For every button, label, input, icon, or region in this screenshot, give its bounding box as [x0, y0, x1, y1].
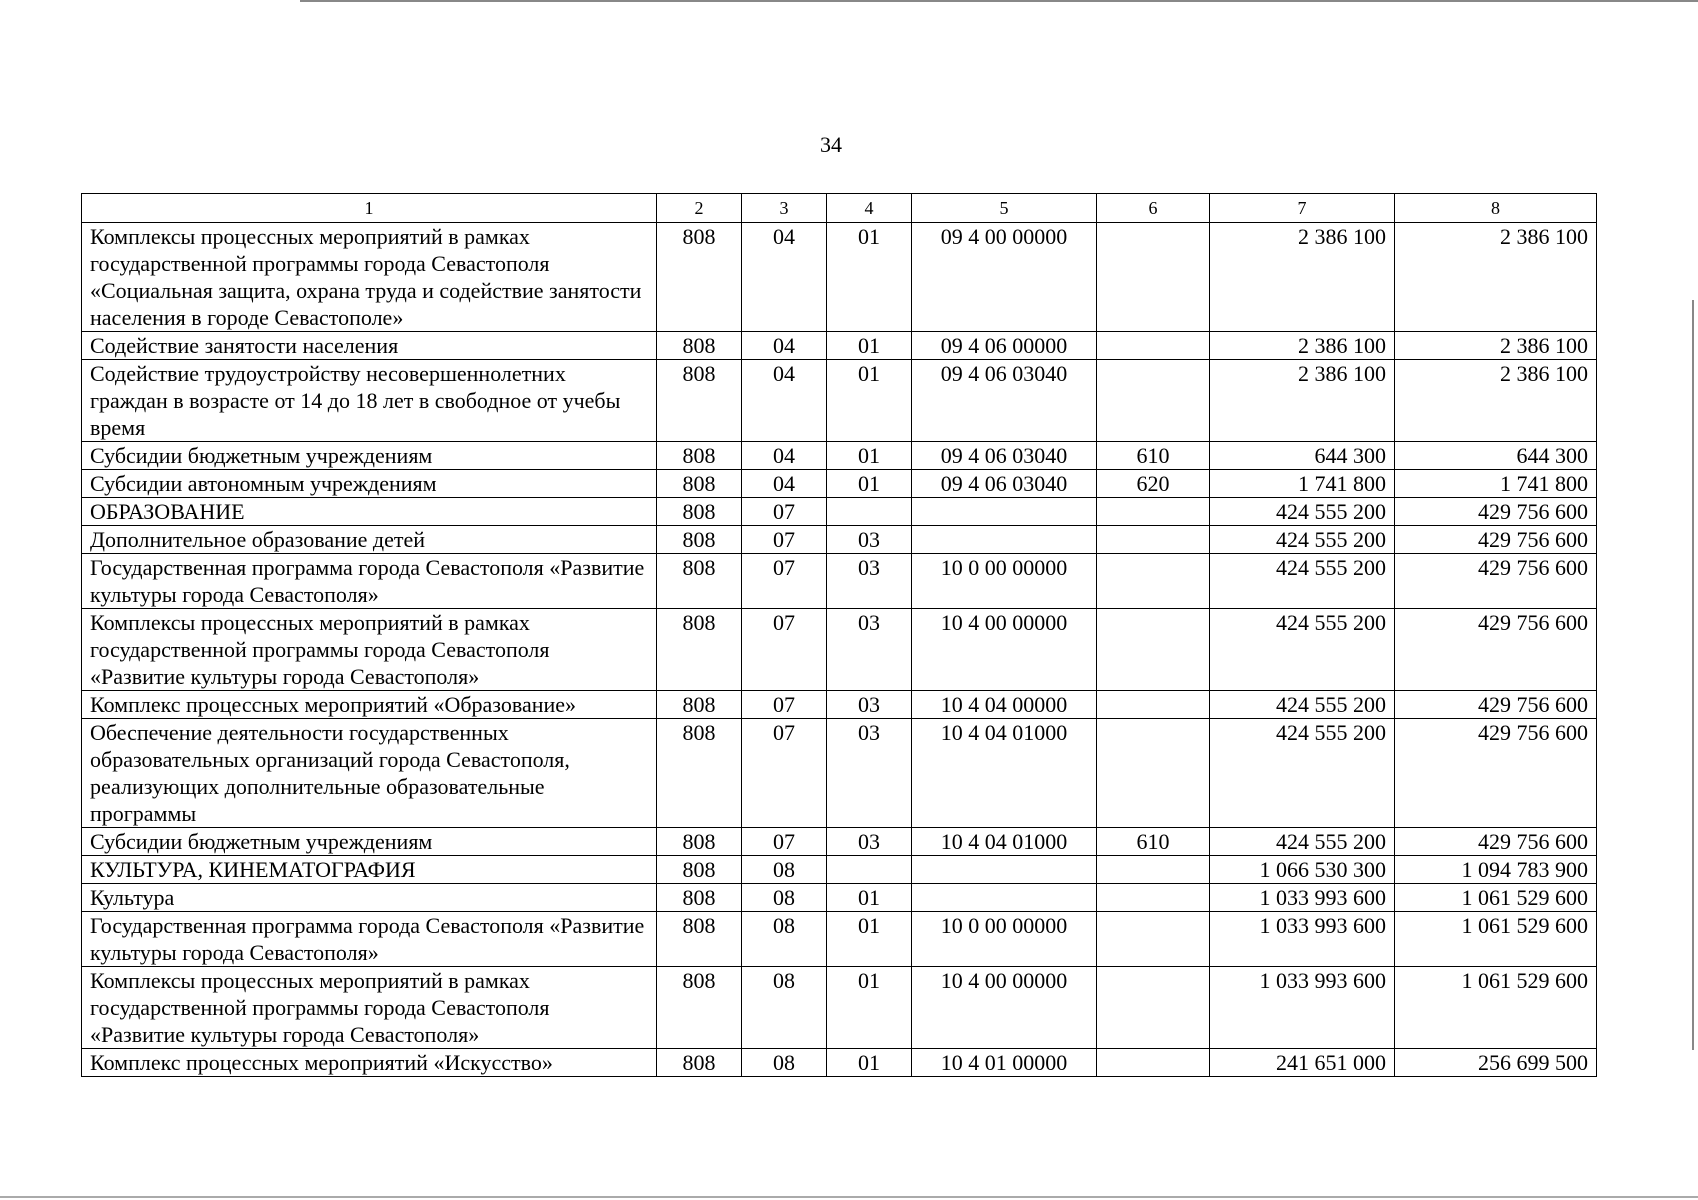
table-row: [82, 223, 1597, 332]
subsection-code-cell: 03: [827, 828, 912, 856]
amount-year-1-cell: 424 555 200: [1210, 526, 1395, 554]
row-name-cell: КУЛЬТУРА, КИНЕМАТОГРАФИЯ: [82, 856, 657, 884]
table-row: [82, 912, 1597, 967]
amount-year-1-cell: 1 741 800: [1210, 470, 1395, 498]
ministry-code-cell: 808: [657, 719, 742, 828]
row-name-cell: Комплексы процессных мероприятий в рамках государственной программы города Севастополя «Развитие культуры города Севастополя»: [82, 609, 657, 691]
section-code-cell: 07: [742, 526, 827, 554]
amount-year-1-cell: 424 555 200: [1210, 554, 1395, 609]
column-header-1: 1: [82, 194, 657, 223]
expense-type-code-cell: 610: [1097, 828, 1210, 856]
row-name-cell: Субсидии бюджетным учреждениям: [82, 442, 657, 470]
ministry-code-cell: 808: [657, 360, 742, 442]
subsection-code-cell: 01: [827, 912, 912, 967]
amount-year-1-cell: 2 386 100: [1210, 332, 1395, 360]
subsection-code-cell: 03: [827, 719, 912, 828]
target-article-code-cell: 09 4 06 00000: [912, 332, 1097, 360]
table-row: [82, 691, 1597, 719]
expense-type-code-cell: [1097, 719, 1210, 828]
table-row: [82, 719, 1597, 828]
expense-type-code-cell: [1097, 856, 1210, 884]
ministry-code-cell: 808: [657, 332, 742, 360]
section-code-cell: 07: [742, 498, 827, 526]
scan-edge-right: [1692, 300, 1694, 1050]
subsection-code-cell: 01: [827, 223, 912, 332]
row-name-cell: Комплекс процессных мероприятий «Образование»: [82, 691, 657, 719]
column-header-8: 8: [1395, 194, 1597, 223]
page-number: 34: [820, 132, 842, 157]
section-code-cell: 07: [742, 609, 827, 691]
ministry-code-cell: 808: [657, 967, 742, 1049]
ministry-code-cell: 808: [657, 498, 742, 526]
ministry-code-cell: 808: [657, 828, 742, 856]
table-row: [82, 360, 1597, 442]
row-name-cell: Содействие трудоустройству несовершеннолетних граждан в возрасте от 14 до 18 лет в свободное от учебы время: [82, 360, 657, 442]
subsection-code-cell: 01: [827, 360, 912, 442]
target-article-code-cell: 10 4 01 00000: [912, 1049, 1097, 1077]
table-row: [82, 470, 1597, 498]
target-article-code-cell: 09 4 06 03040: [912, 442, 1097, 470]
row-name-cell: ОБРАЗОВАНИЕ: [82, 498, 657, 526]
target-article-code-cell: 09 4 06 03040: [912, 360, 1097, 442]
amount-year-2-cell: 256 699 500: [1395, 1049, 1597, 1077]
column-header-6: 6: [1097, 194, 1210, 223]
amount-year-2-cell: 1 094 783 900: [1395, 856, 1597, 884]
section-code-cell: 08: [742, 856, 827, 884]
scan-edge-bottom: [0, 1196, 1698, 1198]
ministry-code-cell: 808: [657, 554, 742, 609]
amount-year-2-cell: 429 756 600: [1395, 498, 1597, 526]
amount-year-2-cell: 1 061 529 600: [1395, 912, 1597, 967]
expense-type-code-cell: [1097, 498, 1210, 526]
ministry-code-cell: 808: [657, 442, 742, 470]
row-name-cell: Дополнительное образование детей: [82, 526, 657, 554]
subsection-code-cell: 01: [827, 884, 912, 912]
expense-type-code-cell: [1097, 691, 1210, 719]
subsection-code-cell: 01: [827, 442, 912, 470]
row-name-cell: Субсидии бюджетным учреждениям: [82, 828, 657, 856]
amount-year-2-cell: 429 756 600: [1395, 719, 1597, 828]
expense-type-code-cell: 610: [1097, 442, 1210, 470]
amount-year-2-cell: 1 061 529 600: [1395, 967, 1597, 1049]
amount-year-1-cell: 1 033 993 600: [1210, 967, 1395, 1049]
target-article-code-cell: 09 4 00 00000: [912, 223, 1097, 332]
table-row: [82, 884, 1597, 912]
table-row: [82, 498, 1597, 526]
section-code-cell: 07: [742, 554, 827, 609]
table-body: [82, 223, 1597, 1077]
row-name-cell: Государственная программа города Севастополя «Развитие культуры города Севастополя»: [82, 912, 657, 967]
amount-year-1-cell: 424 555 200: [1210, 498, 1395, 526]
ministry-code-cell: 808: [657, 691, 742, 719]
row-name-cell: Субсидии автономным учреждениям: [82, 470, 657, 498]
subsection-code-cell: 03: [827, 526, 912, 554]
row-name-cell: Комплексы процессных мероприятий в рамках государственной программы города Севастополя «Развитие культуры города Севастополя»: [82, 967, 657, 1049]
row-name-cell: Содействие занятости населения: [82, 332, 657, 360]
target-article-code-cell: 10 4 04 01000: [912, 828, 1097, 856]
row-name-cell: Культура: [82, 884, 657, 912]
table-row: [82, 526, 1597, 554]
section-code-cell: 08: [742, 1049, 827, 1077]
table-row: [82, 332, 1597, 360]
expense-type-code-cell: 620: [1097, 470, 1210, 498]
subsection-code-cell: 03: [827, 609, 912, 691]
expense-type-code-cell: [1097, 884, 1210, 912]
section-code-cell: 07: [742, 719, 827, 828]
row-name-cell: Комплексы процессных мероприятий в рамках государственной программы города Севастополя «Социальная защита, охрана труда и содействие занятости населения в городе Севастополе»: [82, 223, 657, 332]
amount-year-2-cell: 2 386 100: [1395, 360, 1597, 442]
amount-year-1-cell: 424 555 200: [1210, 719, 1395, 828]
expense-type-code-cell: [1097, 526, 1210, 554]
subsection-code-cell: 03: [827, 554, 912, 609]
target-article-code-cell: 10 4 04 00000: [912, 691, 1097, 719]
table-row: [82, 1049, 1597, 1077]
target-article-code-cell: 10 4 04 01000: [912, 719, 1097, 828]
amount-year-1-cell: 424 555 200: [1210, 828, 1395, 856]
column-header-7: 7: [1210, 194, 1395, 223]
section-code-cell: 08: [742, 967, 827, 1049]
table-row: [82, 967, 1597, 1049]
subsection-code-cell: 03: [827, 691, 912, 719]
subsection-code-cell: 01: [827, 470, 912, 498]
expense-type-code-cell: [1097, 554, 1210, 609]
row-name-cell: Комплекс процессных мероприятий «Искусство»: [82, 1049, 657, 1077]
row-name-cell: Обеспечение деятельности государственных образовательных организаций города Севастополя, реализующих дополнительные образовательные программы: [82, 719, 657, 828]
section-code-cell: 08: [742, 912, 827, 967]
section-code-cell: 04: [742, 360, 827, 442]
amount-year-2-cell: 2 386 100: [1395, 223, 1597, 332]
target-article-code-cell: 10 0 00 00000: [912, 554, 1097, 609]
amount-year-2-cell: 429 756 600: [1395, 609, 1597, 691]
subsection-code-cell: 01: [827, 332, 912, 360]
expense-type-code-cell: [1097, 609, 1210, 691]
subsection-code-cell: 01: [827, 967, 912, 1049]
section-code-cell: 07: [742, 691, 827, 719]
target-article-code-cell: 10 0 00 00000: [912, 912, 1097, 967]
section-code-cell: 07: [742, 828, 827, 856]
amount-year-2-cell: 429 756 600: [1395, 691, 1597, 719]
column-header-3: 3: [742, 194, 827, 223]
subsection-code-cell: 01: [827, 1049, 912, 1077]
ministry-code-cell: 808: [657, 526, 742, 554]
scan-edge-top: [300, 0, 1698, 2]
section-code-cell: 08: [742, 884, 827, 912]
ministry-code-cell: 808: [657, 884, 742, 912]
section-code-cell: 04: [742, 223, 827, 332]
amount-year-2-cell: 429 756 600: [1395, 526, 1597, 554]
amount-year-1-cell: 2 386 100: [1210, 360, 1395, 442]
target-article-code-cell: [912, 498, 1097, 526]
column-header-5: 5: [912, 194, 1097, 223]
expense-type-code-cell: [1097, 332, 1210, 360]
amount-year-2-cell: 2 386 100: [1395, 332, 1597, 360]
table-row: [82, 554, 1597, 609]
ministry-code-cell: 808: [657, 856, 742, 884]
table-row: [82, 856, 1597, 884]
ministry-code-cell: 808: [657, 223, 742, 332]
expense-type-code-cell: [1097, 360, 1210, 442]
target-article-code-cell: [912, 884, 1097, 912]
amount-year-1-cell: 424 555 200: [1210, 609, 1395, 691]
header-row: [82, 194, 1597, 223]
target-article-code-cell: 10 4 00 00000: [912, 967, 1097, 1049]
amount-year-2-cell: 429 756 600: [1395, 828, 1597, 856]
section-code-cell: 04: [742, 442, 827, 470]
amount-year-2-cell: 1 741 800: [1395, 470, 1597, 498]
target-article-code-cell: [912, 526, 1097, 554]
section-code-cell: 04: [742, 332, 827, 360]
amount-year-1-cell: 2 386 100: [1210, 223, 1395, 332]
table-row: [82, 828, 1597, 856]
ministry-code-cell: 808: [657, 912, 742, 967]
subsection-code-cell: [827, 498, 912, 526]
amount-year-2-cell: 429 756 600: [1395, 554, 1597, 609]
ministry-code-cell: 808: [657, 1049, 742, 1077]
ministry-code-cell: 808: [657, 609, 742, 691]
amount-year-1-cell: 241 651 000: [1210, 1049, 1395, 1077]
expense-type-code-cell: [1097, 223, 1210, 332]
table-row: [82, 442, 1597, 470]
amount-year-1-cell: 1 066 530 300: [1210, 856, 1395, 884]
column-header-2: 2: [657, 194, 742, 223]
budget-table: [81, 193, 1597, 1077]
expense-type-code-cell: [1097, 967, 1210, 1049]
amount-year-1-cell: 424 555 200: [1210, 691, 1395, 719]
target-article-code-cell: [912, 856, 1097, 884]
target-article-code-cell: 10 4 00 00000: [912, 609, 1097, 691]
column-header-4: 4: [827, 194, 912, 223]
amount-year-2-cell: 644 300: [1395, 442, 1597, 470]
amount-year-1-cell: 644 300: [1210, 442, 1395, 470]
amount-year-1-cell: 1 033 993 600: [1210, 884, 1395, 912]
amount-year-1-cell: 1 033 993 600: [1210, 912, 1395, 967]
expense-type-code-cell: [1097, 1049, 1210, 1077]
amount-year-2-cell: 1 061 529 600: [1395, 884, 1597, 912]
ministry-code-cell: 808: [657, 470, 742, 498]
expense-type-code-cell: [1097, 912, 1210, 967]
row-name-cell: Государственная программа города Севастополя «Развитие культуры города Севастополя»: [82, 554, 657, 609]
table-row: [82, 609, 1597, 691]
subsection-code-cell: [827, 856, 912, 884]
section-code-cell: 04: [742, 470, 827, 498]
target-article-code-cell: 09 4 06 03040: [912, 470, 1097, 498]
